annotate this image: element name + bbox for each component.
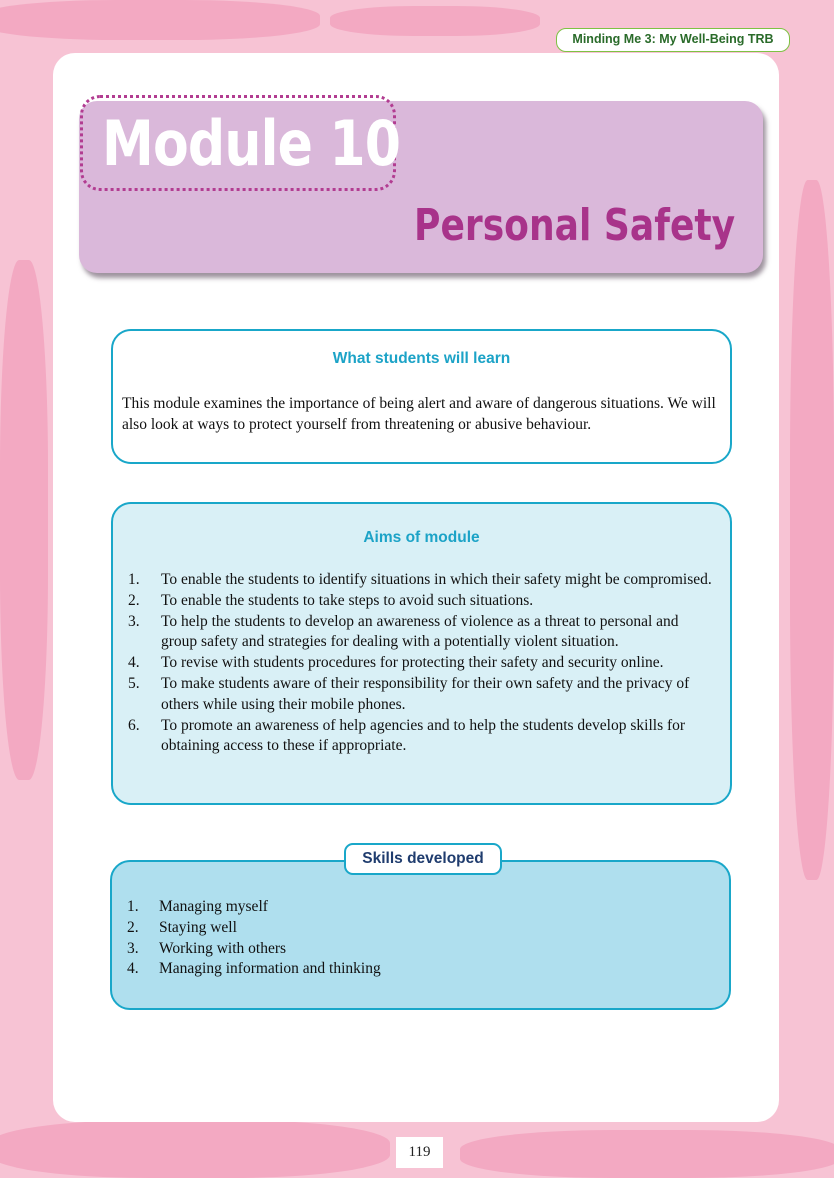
what-students-will-learn-box	[111, 329, 732, 464]
item-text: To revise with students procedures for protecting their safety and security online.	[161, 654, 664, 672]
item-text: Managing myself	[159, 898, 268, 915]
skills-item	[126, 897, 686, 918]
aims-item	[127, 591, 717, 612]
aims-item	[127, 612, 717, 654]
item-number: 4.	[128, 654, 140, 672]
item-text: To enable the students to identify situations in which their safety might be compromised.	[161, 571, 712, 588]
skills-heading: Skills developed	[344, 843, 502, 875]
item-text: Managing information and thinking	[159, 960, 381, 978]
item-number: 5.	[128, 674, 140, 692]
aims-list	[127, 570, 717, 757]
item-number: 3.	[128, 612, 140, 630]
background-streak	[330, 6, 540, 36]
item-number: 2.	[127, 918, 139, 936]
item-number: 1.	[128, 571, 140, 588]
aims-item	[127, 653, 717, 674]
item-number: 2.	[128, 591, 140, 609]
learn-text: This module examines the importance of being alert and aware of dangerous situations. We will also look at ways to protect yourself from threatening or abusive behaviour.	[122, 395, 716, 433]
background-streak	[790, 180, 834, 880]
book-title-tag: Minding Me 3: My Well-Being TRB	[556, 28, 790, 52]
page-number: 119	[396, 1137, 443, 1168]
background-streak	[0, 1120, 390, 1178]
module-title: Personal Safety	[414, 200, 736, 251]
item-text: Staying well	[159, 918, 237, 936]
aims-item	[127, 716, 717, 758]
skills-item	[126, 918, 686, 939]
aims-heading: Aims of module	[363, 529, 480, 546]
skills-developed-box	[110, 860, 731, 1010]
learn-heading: What students will learn	[332, 350, 511, 367]
item-number: 4.	[127, 960, 139, 978]
module-label: Module 10	[102, 107, 401, 180]
item-text: To enable the students to take steps to avoid such situations.	[161, 591, 534, 609]
item-text: To help the students to develop an awareness of violence as a threat to personal and group safety and strategies for dealing with a potentially violent situation.	[161, 612, 679, 651]
aims-of-module-box	[111, 502, 732, 805]
item-text: To make students aware of their responsibility for their own safety and the privacy of others while using their mobile phones.	[161, 674, 690, 713]
skills-item	[126, 939, 686, 960]
skills-item	[126, 959, 686, 980]
aims-item	[127, 674, 717, 716]
item-number: 3.	[127, 939, 139, 957]
skills-list	[126, 897, 686, 980]
background-streak	[0, 0, 320, 40]
background-streak	[460, 1130, 834, 1178]
background-streak	[0, 260, 48, 780]
item-number: 1.	[127, 898, 139, 915]
item-text: To promote an awareness of help agencies and to help the students develop skills for obtaining access to these if appropriate.	[161, 716, 686, 755]
item-number: 6.	[128, 716, 140, 734]
item-text: Working with others	[159, 939, 287, 957]
aims-item	[127, 570, 717, 591]
